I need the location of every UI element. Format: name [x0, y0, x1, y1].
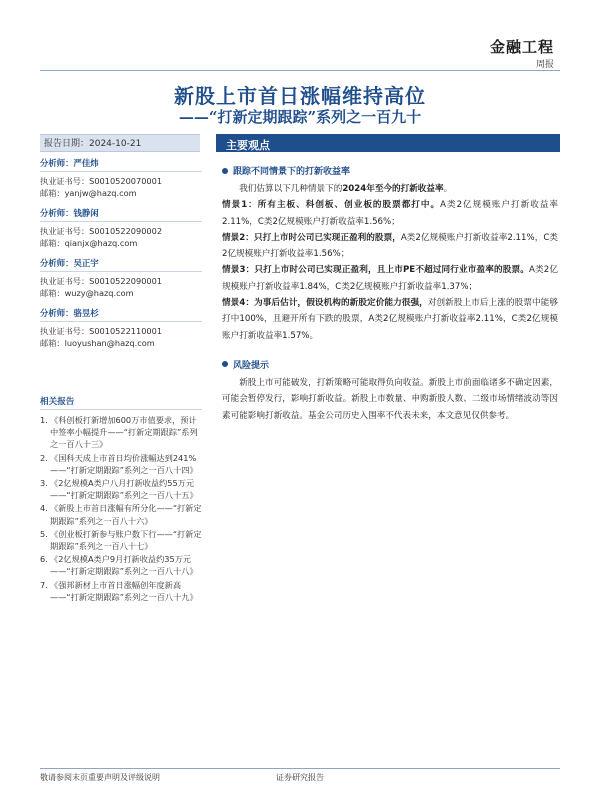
analyst-license: 执业证书号：S0010520070001	[40, 176, 163, 186]
related-report-item[interactable]	[40, 502, 202, 526]
related-report-text: 《国科天成上市首日均价涨幅达到241%——“打新定期跟踪”系列之一百八十四》	[50, 452, 198, 475]
analyst-license: 执业证书号：S0010522110001	[40, 326, 163, 336]
related-report-item[interactable]	[40, 414, 202, 451]
report-date: 报告日期：2024-10-21	[40, 134, 200, 152]
footer-disclaimer: 敬请参阅末页重要声明及评级说明	[40, 773, 160, 782]
related-report-number: 6.	[40, 554, 48, 565]
related-report-item[interactable]	[40, 553, 202, 577]
related-report-item[interactable]	[40, 528, 202, 552]
scenario-4-heading: 情景4：为事后估计，假设机构的新股定价能力很强，	[222, 298, 428, 309]
related-report-number: 3.	[40, 478, 48, 489]
main-content	[222, 164, 558, 424]
report-title: 新股上市首日涨幅维持高位	[174, 84, 426, 108]
risk-section	[222, 358, 558, 424]
risk-paragraph: 新股上市可能破发，打新策略可能取得负向收益。新股上市前面临诸多不确定因素，可能会暂停发行，影响打新收益。新股上市数量、申购新股人数、二级市场情绪波动等因素可能影响打新收益。基金公司历史入围率不代表未来，本文意见仅供参考。	[222, 377, 558, 421]
scenario-4-text: 对创新股上市后上涨的股票中能够打中100%，且避开所有下跌的股票，A类2亿规模账户打新收益率2.11%，C类2亿规模账户打新收益率1.57%。	[222, 298, 558, 341]
related-report-text: 《新股上市首日涨幅有所分化——“打新定期跟踪”系列之一百八十六》	[50, 503, 202, 526]
sidebar	[40, 157, 202, 604]
footer-label: 证券研究报告	[276, 773, 324, 782]
report-type: 周报	[535, 60, 554, 70]
heading-text: 跟踪不同情景下的打新收益率	[233, 167, 351, 177]
analyst-name: 分析师：吴正宇	[40, 257, 202, 272]
heading-text: 风险提示	[233, 360, 270, 371]
related-report-item[interactable]	[40, 452, 202, 476]
analyst-license: 执业证书号：S0010522090001	[40, 276, 163, 286]
section-heading-tracking	[222, 164, 558, 177]
analyst-card	[40, 307, 202, 349]
related-reports-title: 相关报告	[40, 395, 202, 410]
analyst-email[interactable]: 邮箱：luoyushan@hazq.com	[40, 338, 155, 348]
related-report-item[interactable]	[40, 477, 202, 501]
related-report-text: 《强邦新材上市首日涨幅创年度新高——“打新定期跟踪”系列之一百八十九》	[50, 579, 198, 602]
analyst-name: 分析师：骆昱杉	[40, 307, 202, 322]
analyst-name: 分析师：严佳炜	[40, 157, 202, 172]
intro-bold: 2024年至今的打新收益率	[342, 184, 444, 194]
footer-divider	[40, 768, 560, 769]
related-report-text: 《2亿规模A类户八月打新收益约55万元——“打新定期跟踪”系列之一百八十五》	[50, 478, 198, 501]
related-report-item[interactable]	[40, 579, 202, 603]
analyst-card	[40, 207, 202, 249]
scenario-1	[222, 197, 558, 230]
intro-paragraph	[222, 181, 558, 197]
intro-post: 。	[443, 184, 453, 194]
scenario-1-text: A类2亿规模账户打新收益率2.11%，C类2亿规模账户打新收益率1.56%；	[222, 200, 558, 227]
analyst-card	[40, 157, 202, 199]
analyst-email[interactable]: 邮箱：qianjx@hazq.com	[40, 238, 138, 248]
related-report-text: 《科创板打新增加600万市值要求，预计中签率小幅提升——“打新定期跟踪”系列之一百八十三》	[50, 415, 198, 450]
bullet-dot-icon	[222, 361, 228, 367]
header-divider	[40, 70, 560, 71]
section-heading-risk	[222, 358, 558, 371]
related-report-number: 7.	[40, 579, 48, 590]
related-report-text: 《2亿规模A类户9月打新收益约35万元——“打新定期跟踪”系列之一百八十八》	[50, 554, 198, 577]
related-report-number: 5.	[40, 528, 48, 539]
section-header	[216, 134, 560, 152]
scenario-4	[222, 295, 558, 344]
scenario-3-heading: 情景3：只打上市时公司已实现正盈利，且上市PE不超过同行业市盈率的股票。	[222, 265, 529, 276]
related-report-number: 4.	[40, 503, 48, 514]
analyst-license: 执业证书号：S0010522090002	[40, 226, 163, 236]
scenario-1-heading: 情景1：所有主板、科创板、创业板的股票都打中。	[222, 200, 441, 211]
related-report-text: 《创业板打新参与账户数下行——“打新定期跟踪”系列之一百八十七》	[50, 528, 202, 552]
analyst-name: 分析师：钱静闲	[40, 207, 202, 222]
brand-label: 金融工程	[489, 38, 554, 56]
analyst-card	[40, 257, 202, 299]
scenario-2-text: A类2亿规模账户打新收益率2.11%，C类2亿规模账户打新收益率1.56%；	[222, 232, 558, 260]
related-report-number: 1.	[40, 415, 48, 425]
intro-pre: 我们估算以下几种情景下的	[239, 184, 343, 194]
scenario-2-heading: 情景2：只打上市时公司已实现正盈利的股票，	[222, 232, 401, 243]
section-title: 主要观点	[226, 139, 270, 152]
scenario-2	[222, 230, 558, 263]
scenario-3	[222, 262, 558, 295]
analyst-email[interactable]: 邮箱：yanjw@hazq.com	[40, 188, 137, 198]
scenario-3-text: A类2亿规模账户打新收益率1.84%，C类2亿规模账户打新收益率1.37%；	[222, 265, 558, 292]
related-report-number: 2.	[40, 452, 48, 463]
report-subtitle: ——“打新定期跟踪”系列之一百九十	[178, 108, 422, 126]
bullet-dot-icon	[222, 168, 228, 174]
analyst-email[interactable]: 邮箱：wuzy@hazq.com	[40, 288, 134, 298]
